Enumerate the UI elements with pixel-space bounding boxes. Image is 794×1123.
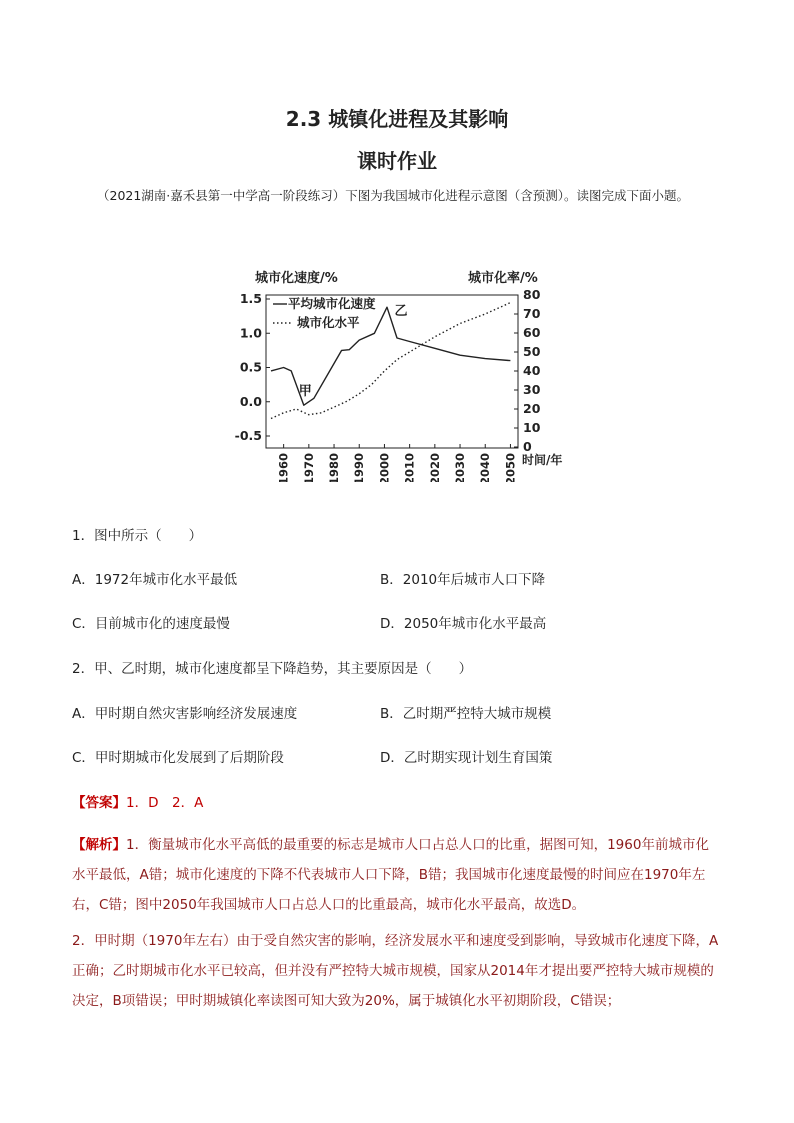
right-tick-label: 40: [523, 363, 541, 378]
answer-label: 【答案】: [72, 795, 126, 811]
left-tick-label: 1.5: [239, 291, 262, 306]
x-tick-label: 2000: [377, 453, 392, 482]
left-tick-label: -0.5: [234, 428, 262, 443]
right-tick-label: 50: [523, 344, 541, 359]
right-tick-label: 60: [523, 325, 541, 340]
question-2-option-b: B．乙时期严控特大城市规模: [380, 706, 552, 722]
explanation-paragraph-1: [72, 830, 722, 920]
x-tick-label: 1980: [327, 453, 342, 482]
left-tick-label: 0.5: [239, 359, 262, 375]
page-title: 2.3 城镇化进程及其影响: [285, 107, 509, 131]
answer-line: [72, 791, 203, 811]
right-axis-title: 城市化率/%: [468, 271, 538, 286]
explanation-text-1: 1．衡量城市化水平高低的最重要的标志是城市人口占总人口的比重，据图可知，1960年前城市化水平最低，A错；城市化速度的下降不代表城市人口下降，B错；我国城市化速度最慢的时间应在1970年左右，C错；图中2050年我国城市人口占总人口的比重最高，城市化水平最高，故选D。: [72, 837, 709, 913]
right-tick-label: 30: [523, 382, 541, 397]
question-2-option-c: C．甲时期城市化发展到了后期阶段: [72, 750, 284, 766]
x-tick-label: 1990: [352, 453, 367, 482]
intro-text: （2021湖南·嘉禾县第一中学高一阶段练习）下图为我国城市化进程示意图（含预测）。读图完成下面小题。: [97, 188, 690, 203]
x-tick-label: 2010: [402, 453, 417, 482]
question-1-option-b: B．2010年后城市人口下降: [380, 572, 546, 588]
x-tick-label: 2030: [453, 453, 468, 482]
answer-text: 1．D 2．A: [126, 795, 204, 811]
right-tick-label: 80: [523, 287, 541, 302]
x-axis-title: 时间/年: [522, 453, 563, 467]
question-2-stem: 2．甲、乙时期，城市化速度都呈下降趋势，其主要原因是（ ）: [72, 661, 473, 677]
question-2-option-d: D．乙时期实现计划生育国策: [380, 750, 553, 766]
right-tick-label: 0: [523, 439, 532, 454]
legend-label-speed: 平均城市化速度: [288, 296, 376, 311]
x-tick-label: 1970: [301, 453, 316, 482]
label-jia: 甲: [298, 383, 312, 399]
right-tick-label: 70: [523, 306, 541, 321]
question-1-option-d: D．2050年城市化水平最高: [380, 616, 547, 632]
x-tick-label: 2050: [503, 453, 518, 482]
label-yi: 乙: [394, 303, 408, 319]
chart-svg: [230, 262, 590, 482]
right-tick-label: 10: [523, 420, 541, 435]
question-2-option-a: A．甲时期自然灾害影响经济发展速度: [72, 706, 298, 722]
question-1-stem: 1．图中所示（ ）: [72, 528, 203, 544]
urbanization-chart: [230, 262, 590, 486]
left-tick-label: 0.0: [239, 393, 262, 409]
x-tick-label: 2020: [427, 453, 442, 482]
explanation-label: 【解析】: [72, 837, 126, 853]
question-1-option-c: C．目前城市化的速度最慢: [72, 616, 230, 632]
question-1-option-a: A．1972年城市化水平最低: [72, 572, 238, 588]
legend-label-level: 城市化水平: [297, 315, 360, 330]
explanation-paragraph-2: 2．甲时期（1970年左右）由于受自然灾害的影响，经济发展水平和速度受到影响，导致城市化速度下降，A正确；乙时期城市化水平已较高，但并没有严控特大城市规模，国家从2014年才提出要严控特大城市规模的决定，B项错误；甲时期城镇化率读图可知大致为20%，属于城镇化水平初期阶段，C错误；: [72, 933, 719, 1009]
x-tick-label: 2040: [478, 453, 493, 482]
page-subtitle: 课时作业: [357, 149, 437, 173]
x-tick-label: 1960: [276, 453, 291, 482]
left-tick-label: 1.0: [239, 325, 262, 341]
left-axis-title: 城市化速度/%: [255, 271, 338, 286]
right-tick-label: 20: [523, 401, 541, 416]
